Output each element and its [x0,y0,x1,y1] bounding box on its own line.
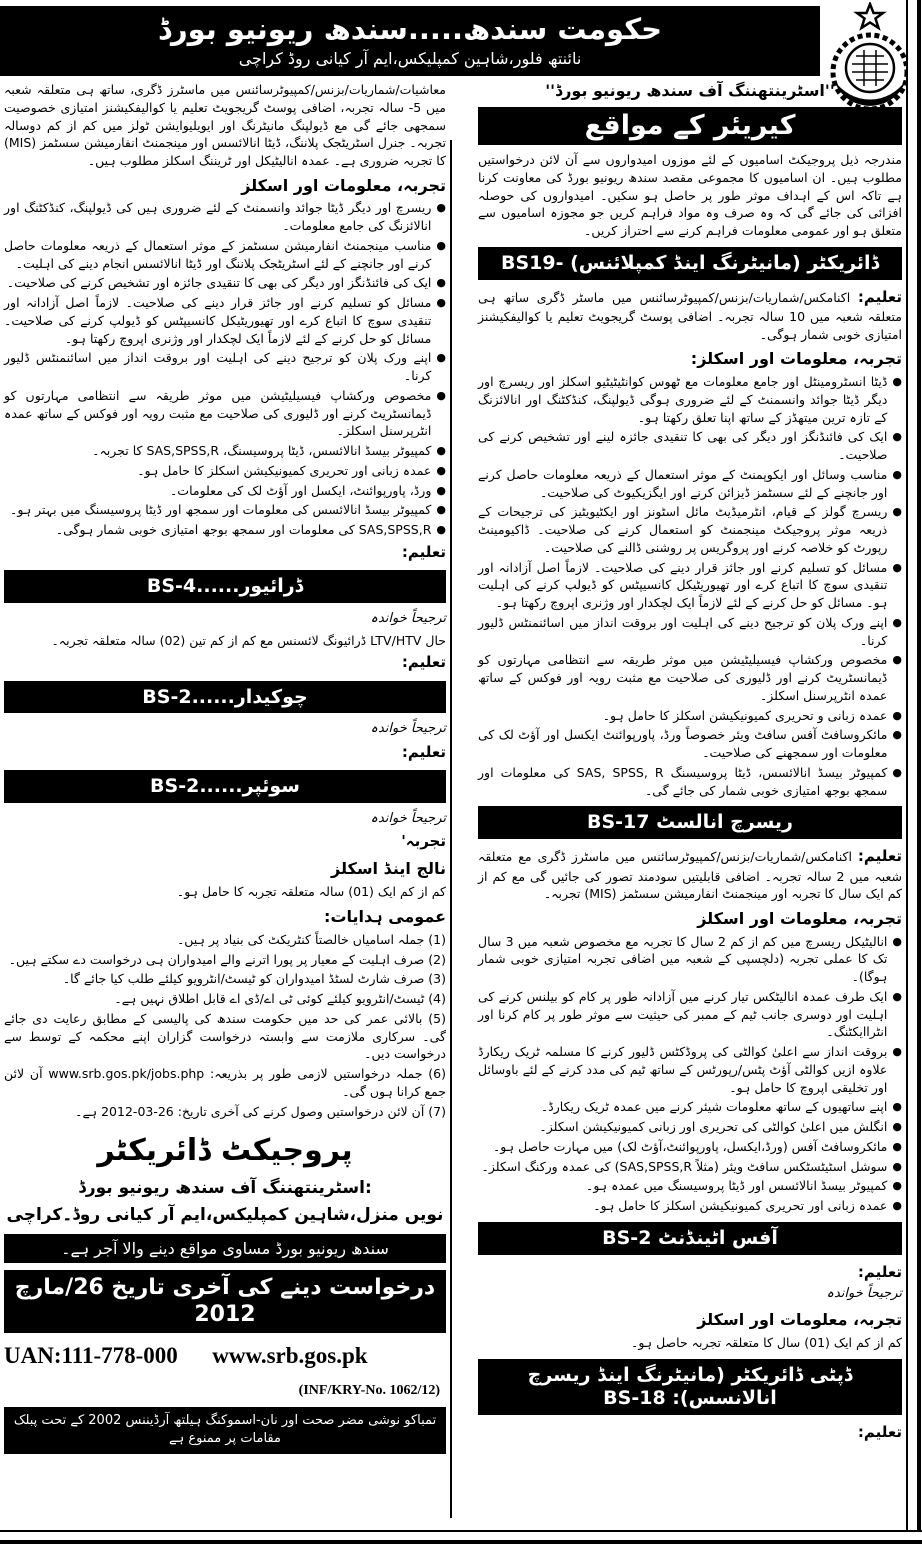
job-bar-sweeper-bs2: سوئپر......BS-2 [4,770,446,803]
bullet-icon: ● [892,1179,902,1193]
bullet-text: عمدہ زبانی اور تحریری کمیونیکیشن اسکلز کا حامل ہو۔ [593,1198,888,1214]
bullet-text: کمپیوٹر بیسڈ انالائسس، ڈیٹا پروسیسنگ SAS, SPSS, R کی معلومات اور سمجھ بوجھ امتیازی خوبی شمار کی جائے گی۔ [478,764,888,798]
research-education [478,846,902,903]
bullet-icon: ● [436,503,446,517]
experience-requirement-text: کم از کم ایک (01) سالہ متعلقہ تجربہ کا حامل ہو۔ [176,884,446,900]
list-item [4,349,446,385]
list-item [4,294,446,347]
bullet-icon: ● [436,523,446,537]
education-label: تعلیم: [857,847,902,866]
list-item [4,199,446,235]
bullet-icon: ● [892,560,902,574]
equal-opportunity-bar: سندھ ریونیو بورڈ مساوی مواقع دینے والا آجر ہے۔ [4,1234,446,1263]
list-item [478,1197,902,1215]
general-instructions-heading: عمومی ہدایات: [324,907,446,927]
director-bullet-list [478,373,902,799]
bullet-icon: ● [436,483,446,497]
list-item [478,764,902,800]
bullet-icon: ● [436,296,446,310]
instruction-item-apply-url: (6) جملہ درخواستیں لازمی طور پر بذریعہ: www.srb.gos.pk/jobs.php آن لائن جمع کرانا ہوں گی۔ [4,1066,446,1099]
bullet-text: کمپیوٹر بیسڈ انالائسس کی معلومات اور سمجھ اور ڈیٹا پروسیسنگ میں بہتر ہو۔ [10,502,432,518]
experience-heading: تجربہ' [401,832,446,851]
bullet-icon: ● [892,430,902,444]
education-label: تعلیم: [401,542,446,561]
bullet-text: اپنے ساتھیوں کے ساتھ معلومات شیئر کرنے میں عمدہ ٹریک ریکارڈ۔ [540,1099,888,1115]
career-opportunities-bar: کیریئر کے مواقع [478,107,902,145]
education-label: تعلیم: [857,287,902,306]
bullet-icon: ● [892,1159,902,1173]
instruction-item: (2) صرف اہلیت کے معیار پر پورا اترنے والے امیدواران ہی درخواست دے سکتے ہیں۔ [8,951,446,967]
instruction-item: (1) جملہ اسامیاں خالصتاً کنٹریکٹ کی بنیاد پر ہیں۔ [176,931,446,947]
preferably-literate: ترجیحاً خواندہ [370,721,446,737]
bullet-text: مسائل کو تسلیم کرنے اور جائز قرار دینے کی صلاحیت۔ لازماً اصل آزادانہ اور تنقیدی سوچ کا اتباع کرے اور تھیوریٹیکل کانسیپٹس کو ڈیولپ کرنے کی صلاحیت۔ مسائل کو حل کرنے کے لئے لازماً ایک لچکدار اور وژنری اپروچ رکھتا ہو۔ [4,295,432,346]
bullet-text: مسائل کو تسلیم کرنے اور جائز قرار دینے کی صلاحیت۔ لازماً اصل آزادانہ اور تنقیدی سوچ کا اتباع کرے اور تھیوریٹیکل کانسیپٹس کو ڈیولپ کرنے کی اہلیت ہو۔ مسائل کو حل کرنے کے لئے لازماً ایک لچکدار اور وژنری اپروچ رکھتا ہو۔ [478,559,888,611]
list-item [478,1043,902,1096]
contact-line [4,1340,446,1373]
bullet-icon: ● [892,765,902,779]
list-item [478,651,902,704]
list-item [4,521,446,539]
education-label: تعلیم: [401,653,446,672]
bullet-text: سوشل اسٹیٹسٹکس سافٹ ویئر (مثلاً SAS,SPSS,R) کی عمدہ ورکنگ اسکلز۔ [481,1158,888,1174]
list-item [478,1098,902,1116]
bullet-icon: ● [892,1045,902,1059]
job-bar-driver-bs4: ڈرائیور......BS-4 [4,570,446,603]
bullet-text: عمدہ زبانی و تحریری کمیونیکیشن اسکلز کا حامل ہو۔ [602,707,888,723]
education-text: اکنامکس/شماریات/بزنس/کمپیوٹرسائنس میں ماسٹر ڈگری ساتھ ہی متعلقہ شعبہ میں 10 سالہ تجربہ۔ اضافی پوسٹ گریجویٹ تعلیم یا کوالیفکیشنز امتیازی خوبی شمار ہوگی۔ [478,289,902,342]
list-item [4,237,446,273]
list-item [478,707,902,725]
bullet-text: ورڈ، پاورپوائنٹ، ایکسل اور آؤٹ لک کی معلومات۔ [169,482,432,498]
list-item [478,428,902,464]
bullet-text: ایک کی فائنڈنگز اور دیگر کی بھی کا تنقیدی جائزہ اور تشخیص کرنے کی صلاحیت۔ [6,275,432,291]
bullet-text: ریسرچ اور دیگر ڈیٹا جوائد وانسمنٹ کے لئے ضروری ہیں کی ڈیولپنگ، کنڈکٹنگ اور انالائزنگ کی جامع معلومات۔ [4,200,432,234]
deputy-skills-heading: تجربہ، معلومات اور اسکلز [241,175,446,195]
bullet-text: کمپیوٹر بیسڈ انالائسس اور ڈیٹا پروسیسنگ میں عمدہ ہو۔ [586,1178,888,1194]
office-skills-heading: تجربہ، معلومات اور اسکلز [697,1309,902,1329]
bullet-icon: ● [892,1100,902,1114]
preferably-literate: ترجیحاً خواندہ [370,810,446,826]
bullet-icon: ● [436,444,446,458]
bullet-icon: ● [892,1120,902,1134]
bullet-text: مخصوص ورکشاپ فیسیلیٹیشن میں موثر طریقہ سے انتظامی مہارتوں کو ڈیمانسٹریٹ کرنے اور ڈلیوری کی صلاحیت مع مثبت رویہ اور فوکس کے ساتھ عمدہ انٹرپرسنل اسکلز۔ [478,652,888,703]
list-item [478,1177,902,1195]
director-skills-heading: تجربہ، معلومات اور اسکلز: [690,349,902,369]
list-item [478,988,902,1041]
uan-number: UAN:111-778-000 [4,1343,178,1369]
bullet-text: اپنے ورک پلان کو ترجیح دینے کی اہلیت اور بروقت انداز میں اسائنمنٹس ڈلیور کرنا۔ [4,350,432,384]
bullet-text: ایک کی فائنڈنگز اور دیگر کی بھی کا تنقیدی جائزہ لینے اور تشخیص کرنے کی صلاحیت۔ [478,429,888,463]
bullet-text: ڈیٹا انسٹرومینٹل اور جامع معلومات مع ٹھوس کوانٹیٹیٹیو اسکلز اور ریسرچ اور دیگر ڈیٹا جوائد وانسمنٹ کے لئے ضروری ہوگی ڈیولپنگ، کنڈکٹنگ اور انالائزنگ کے تازہ ترین میتھڈز کے ساتھ اپنا تعلق رکھتا ہو۔ [478,374,888,425]
bullet-text: انگلش میں اعلیٰ کوالٹی کی تحریری اور زبانی کمیونیکیشن اسکلز۔ [539,1119,888,1135]
list-item [4,482,446,500]
header-title: حکومت سندھ.....سندھ ریونیو بورڈ [158,12,662,47]
job-bar-research-analyst-bs17: ریسرچ انالسٹ BS-17 [478,806,902,839]
tobacco-warning-bar: تمباکو نوشی مضر صحت اور نان-اسموکنگ ہیلتھ آرڈیننس 2002 کے تحت پبلک مقامات پر ممنوع ہے [4,1407,446,1454]
organization-line: :اسٹرینتھننگ آف سندھ ریونیو بورڈ [78,1177,372,1198]
bullet-icon: ● [892,615,902,629]
bullet-text: ایک طرف عمدہ انالیٹکس تیار کرنے میں آزادانہ طور پر کام کو بیلنس کرنے کی اہلیت اور دوسری جانب ٹیم کے ممبر کی حیثیت سے موثر طور پر کام کرنا اور انٹراایکٹنگ۔ [478,988,888,1040]
strengthening-quote: ''اسٹرینتھننگ آف سندھ ریونیو بورڈ'' [545,81,835,100]
bullet-icon: ● [892,708,902,722]
list-item [478,933,902,986]
bullet-icon: ● [436,463,446,477]
bullet-text: انالیٹیکل ریسرچ میں کم از کم 2 سال کا تجربہ مع مخصوص شعبہ میں 3 سال تک کا عملی تجربہ (دلچسپی کے شعبہ میں اضافی تجربہ امتیازی خوبی شمار ہوگا)۔ [478,933,888,985]
bottom-page-border [0,1530,922,1544]
list-item [478,1138,902,1156]
driver-license-requirement: حال LTV/HTV ڈرائیونگ لائسنس مع کم از کم تین (02) سالہ متعلقہ تجربہ۔ [51,632,446,648]
application-deadline-bar: درخواست دینے کی آخری تاریخ 26/مارچ 2012 [4,1270,446,1333]
bullet-text: مخصوص ورکشاپ فیسیلیٹیشن میں موثر طریقہ سے انتظامی مہارتوں کو ڈیمانسٹریٹ کرنے اور ڈلیوری کی صلاحیت مع مثبت رویہ اور فوکس کے ساتھ عمدہ انٹرپرسنل اسکلز۔ [4,387,432,439]
column-divider [450,140,452,1518]
bullet-icon: ● [892,989,902,1003]
bullet-icon: ● [892,467,902,481]
bullet-icon: ● [436,388,446,402]
bullet-text: ریسرچ گولز کے قیام، انٹرمیڈیٹ مائل اسٹونز اور ایکٹیویٹیز کی ترجیحات کے ذریعہ موثر پروجیکٹ مینجمنٹ کو استعمال کرنے کی صلاحیت۔ ڈاکیومینٹ رپورٹ کو خلاصہ کرنے اور پروگریس پر روشنی ڈالنے کی صلاحیت۔ [478,504,888,555]
deputy-education-continuation: معاشیات/شماریات/بزنس/کمپیوٹرسائنس میں ماسٹرز ڈگری، ساتھ ہی متعلقہ شعبہ میں 5- سالہ تجربہ، اضافی پوسٹ گریجویٹ تعلیم یا کوالیفکیشنز امتیازی خصوصیت سمجھی جائے گی مع ڈیولپنگ مانیٹرنگ اور ایویلیوایشن ٹولز میں کم از کم دوسالہ تجربہ۔ جنرل اسٹریٹجک پلاننگ، ڈیٹا انالائسس اور مینجمنٹ انفارمیشن سسٹمز (MIS) کا تجربہ ضروری ہے۔ عمدہ انالیٹیکل اور ٹریننگ اسکلز مطلوب ہیں۔ [4,82,446,168]
knowledge-skills-heading: نالج اینڈ اسکلز [331,858,446,878]
bullet-text: بروقت انداز سے اعلیٰ کوالٹی کی پروڈکٹس ڈلیور کرنے کا مسلمہ ٹریک ریکارڈ علاوہ ازیں کوالٹی آؤٹ پٹس/رپورٹس کے ساتھ ٹیم کی مدد کرنے کے لئے باوسائل اور تخلیقی اپروچ کا حامل ہو۔ [478,1044,888,1095]
advertisement-ref-number: (INF/KRY-No. 1062/12) [298,1382,440,1398]
list-item [478,1118,902,1136]
instruction-item: (5) بالائی عمر کی حد میں حکومت سندھ کی پالیسی کے مطابق رعایت دی جائے گی۔ سرکاری ملازمت سے وابستہ درخواست گزاران اپنے محکمہ کے توسط سے درخواست دیں۔ [4,1010,446,1062]
bullet-icon: ● [436,276,446,290]
header-bar [0,6,820,76]
bullet-icon: ● [892,1139,902,1153]
header-subtitle: نائنتھ فلور،شاہین کمپلیکس،ایم آر کیانی روڈ کراچی [238,48,582,68]
list-item [478,373,902,426]
bullet-icon: ● [892,1199,902,1213]
bullet-text: مناسب وسائل اور ایکوپمنٹ کے موثر استعمال کے ذریعہ معلومات حاصل کرنے اور جانچنے کے لئے سسٹمز ڈیزائن کرنے اور ایگزیکیوٹ کی صلاحیت۔ [478,466,888,500]
list-item [4,501,446,519]
intro-paragraph: مندرجہ ذیل پروجیکٹ اسامیوں کے لئے موزوں امیدواروں سے آن لائن درخواستیں مطلوب ہیں۔ ان اسامیوں کا مجموعی مقصد سندھ ریونیو بورڈ کی معاونت کرنا ہے تاکہ اس کے اہداف موثر طور پر حاصل ہو سکیں۔ امیدواروں کی حوصلہ افزائی کی جائے گی کہ وہ صرف وہ مواد فراہم کریں جو مجوزہ اسامیوں سے متعلق ہو اور عمومی معلومات فراہم کرنے سے احتراز کریں۔ [478,152,902,239]
education-text: اکنامکس/شماریات/بزنس/کمپیوٹرسائنس میں ماسٹرز ڈگری مع متعلقہ شعبہ میں 2 سالہ تجربہ۔ اضافی قابلیتیں سودمند تصور کی جائیں گی مع کم از کم ایک سال کا تجربہ اور مینجمنٹ انفارمیشن سسٹمز (MIS) تجربہ۔ [478,849,903,902]
bullet-text: عمدہ زبانی اور تحریری کمیونیکیشن اسکلز کا حامل ہو۔ [137,462,432,478]
bullet-icon: ● [892,375,902,389]
job-bar-office-attendant-bs2: آفس اٹینڈنٹ BS-2 [478,1222,902,1255]
bullet-text: مائکروسافٹ آفس سافٹ ویئر خصوصاً ورڈ، پاورپوائنٹ ایکسل اور آؤٹ لک کی معلومات اور سمجھنے کی صلاحیت۔ [478,727,888,761]
list-item [478,726,902,762]
bullet-text: اپنے ورک پلان کو ترجیح دینے کی اہلیت اور بروقت انداز میں اسائنمنٹس ڈلیور کرنا۔ [478,614,888,648]
bullet-icon: ● [892,505,902,519]
bullet-text: مناسب مینجمنٹ انفارمیشن سسٹمز کے موثر استعمال کے ذریعہ معلومات حاصل کرنے اور جانچنے کے لئے اسٹریٹجک پلاننگ اور ڈیٹا انالائسس انجام دینے کی اہلیت۔ [4,237,432,271]
education-label: تعلیم: [401,742,446,761]
bullet-icon: ● [436,201,446,215]
address-line: نویں منزل،شاہین کمپلیکس،ایم آر کیانی روڈ۔کراچی [6,1205,444,1226]
job-bar-deputy-director-bs18: ڈپٹی ڈائریکٹر (مانیٹرنگ اینڈ ریسرچ انالانسس): BS-18 [478,1359,902,1415]
list-item [478,466,902,502]
bullet-text: کمپیوٹر بیسڈ انالائسس، ڈیٹا پروسیسنگ، SAS,SPSS,R کا تجربہ۔ [92,443,432,459]
education-label: تعلیم: [857,1422,902,1441]
list-item [478,503,902,556]
bullet-icon: ● [892,653,902,667]
list-item [4,442,446,460]
bullet-icon: ● [892,728,902,742]
bullet-text: مائکروسافٹ آفس (ورڈ،ایکسل، پاورپوائنٹ،آؤٹ لک) میں مہارت حاصل ہو۔ [492,1138,888,1154]
bullet-icon: ● [892,934,902,948]
bullet-icon: ● [436,351,446,365]
general-instructions-list [4,931,446,1121]
preferably-literate: ترجیحاً خواندہ [826,1286,902,1302]
office-experience-text: کم از کم ایک (01) سال کا متعلقہ تجربہ حاصل ہو۔ [631,1335,902,1351]
research-skills-heading: تجربہ، معلومات اور اسکلز [697,909,902,929]
bullet-icon: ● [436,238,446,252]
education-label: تعلیم: [857,1262,902,1281]
preferably-literate: ترجیحاً خواندہ [370,611,446,627]
job-bar-chowkidar-bs2: چوکیدار......BS-2 [4,681,446,714]
list-item [478,614,902,650]
deputy-bullet-list [4,199,446,539]
director-education [478,287,902,344]
list-item [4,274,446,292]
instruction-item: (4) ٹیسٹ/انٹرویو کیلئے کوئی ٹی اے/ڈی اے قابل اطلاق نہیں ہے۔ [114,991,446,1007]
instruction-item-deadline: (7) آن لائن درخواستیں وصول کرنے کی آخری تاریخ: 26-03-2012 ہے۔ [75,1103,446,1119]
list-item [4,462,446,480]
right-column [478,80,902,1444]
bullet-text: SAS,SPSS,R کی معلومات اور سمجھ بوجھ امتیازی خوبی شمار ہوگی۔ [55,522,432,538]
list-item [478,559,902,612]
website-url: www.srb.gos.pk [212,1343,368,1369]
right-page-border [906,0,921,1532]
list-item [478,1158,902,1176]
research-bullet-list [478,933,902,1215]
list-item [4,387,446,440]
instruction-item: (3) صرف شارٹ لسٹڈ امیدواران کو ٹیسٹ/انٹرویو کیلئے طلب کیا جائے گا۔ [62,971,446,987]
job-bar-director-bs19: ڈائریکٹر (مانیٹرنگ اینڈ کمپلائنس) -BS19 [478,247,902,280]
project-director-signature: پروجیکٹ ڈائریکٹر [97,1133,353,1169]
left-column [4,78,446,1454]
